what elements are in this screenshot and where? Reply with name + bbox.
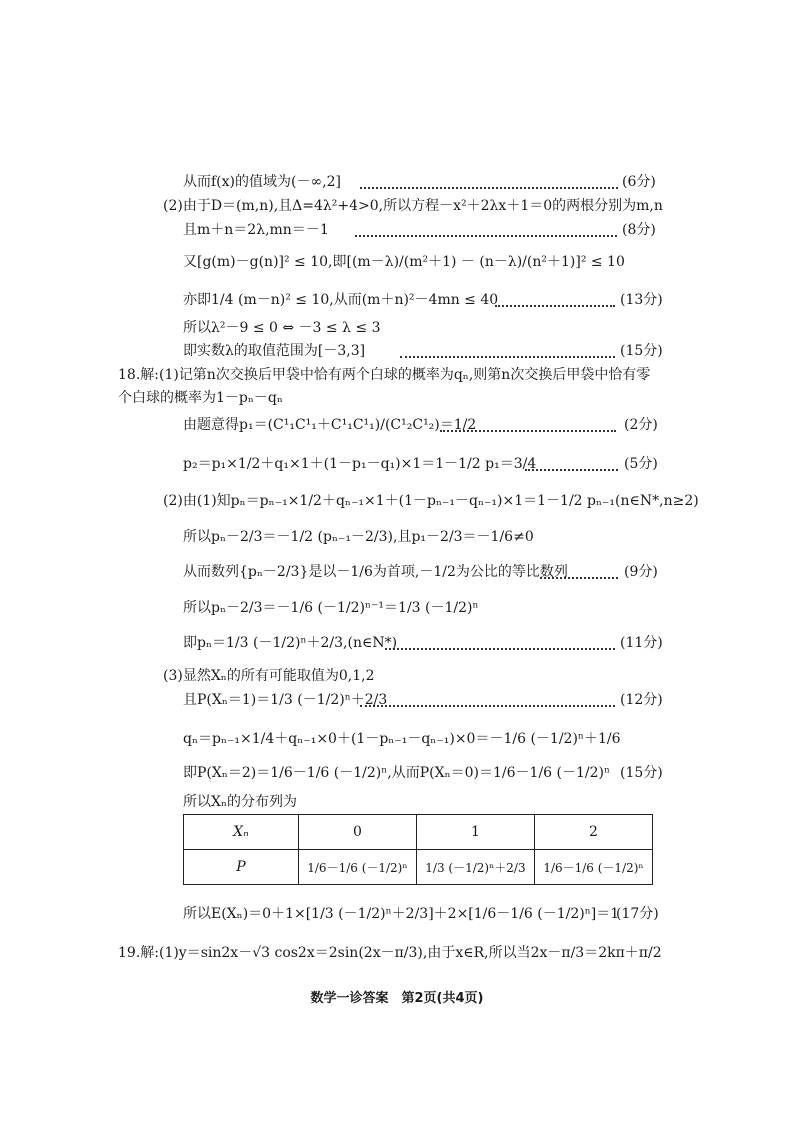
solution-line-qn: qₙ＝pₙ₋₁×1/4＋qₙ₋₁×0＋(1－pₙ₋₁－qₙ₋₁)×0＝－1/6 (－1/2)ⁿ＋1/6: [183, 731, 621, 747]
table-header-cell: 1: [416, 815, 534, 850]
score-mark: (9分): [624, 564, 658, 580]
solution-line-pn: 即pₙ＝1/3 (－1/2)ⁿ＋2/3,(n∈N*): [183, 635, 398, 651]
solution-line-5: 亦即1/4 (m－n)² ≤ 10,从而(m＋n)²－4mn ≤ 40: [183, 292, 499, 308]
solution-line-p2: p₂＝p₁×1/2＋q₁×1＋(1－p₁－q₁)×1＝1－1/2 p₁＝3/4: [183, 456, 537, 472]
score-mark: (5分): [624, 456, 658, 472]
problem-19-intro: 19.解:(1)y＝sin2x－√3 cos2x＝2sin(2x－π/3),由于x∈R,所以当2x－π/3＝2kπ＋π/2: [118, 945, 662, 961]
table-cell: 1/6－1/6 (－1/2)ⁿ: [534, 850, 652, 885]
table-cell: P: [184, 850, 299, 885]
leader-dots: [525, 469, 618, 471]
solution-line-7: 即实数λ的取值范围为[－3,3]: [183, 343, 366, 359]
score-mark: (11分): [620, 635, 663, 651]
table-cell: 1/6－1/6 (－1/2)ⁿ: [298, 850, 416, 885]
solution-line-table-intro: 所以Xₙ的分布列为: [183, 794, 298, 810]
solution-line-px2: 即P(Xₙ＝2)＝1/6－1/6 (－1/2)ⁿ,从而P(Xₙ＝0)＝1/6－1/6 (－1/2)ⁿ: [183, 765, 611, 781]
table-row: [184, 815, 653, 850]
solution-line-part3: (3)显然Xₙ的所有可能取值为0,1,2: [163, 668, 375, 684]
leader-dots: [400, 356, 615, 358]
score-mark: (2分): [624, 417, 658, 433]
score-mark: (6分): [622, 174, 656, 190]
solution-line-expectation: 所以E(Xₙ)＝0＋1×[1/3 (－1/2)ⁿ＋2/3]＋2×[1/6－1/6 (－1/2)ⁿ]＝1: [183, 906, 620, 922]
problem-18-intro: 18.解:(1)记第n次交换后甲袋中恰有两个白球的概率为qₙ,则第n次交换后甲袋中恰有零: [118, 367, 651, 383]
leader-dots: [540, 577, 618, 579]
table-header-cell: 2: [534, 815, 652, 850]
table-header-cell: 0: [298, 815, 416, 850]
score-mark: (15分): [620, 343, 663, 359]
page-footer: 数学一诊答案 第2页(共4页): [310, 991, 484, 1006]
table-header-cell: Xₙ: [184, 815, 299, 850]
solution-line-3: 且m＋n＝2λ,mn＝－1: [183, 222, 329, 238]
solution-line-6: 所以λ²－9 ≤ 0 ⇔ －3 ≤ λ ≤ 3: [183, 320, 381, 336]
solution-line-1: 从而f(x)的值域为(－∞,2]: [183, 174, 341, 190]
leader-dots: [355, 235, 617, 237]
problem-18-intro-cont: 个白球的概率为1－pₙ－qₙ: [118, 390, 283, 406]
table-cell: 1/3 (－1/2)ⁿ＋2/3: [416, 850, 534, 885]
solution-line-geometric: 从而数列{pₙ－2/3}是以－1/6为首项,－1/2为公比的等比数列: [183, 564, 568, 580]
solution-line-px1: 且P(Xₙ＝1)＝1/3 (－1/2)ⁿ＋2/3: [183, 692, 388, 708]
score-mark: (8分): [622, 222, 656, 238]
solution-line-2: (2)由于D＝(m,n),且Δ=4λ²+4>0,所以方程－x²＋2λx＋1＝0的两根分别为m,n: [163, 198, 663, 214]
score-mark: (17分): [616, 906, 659, 922]
leader-dots: [360, 705, 615, 707]
solution-line-4: 又[g(m)－g(n)]² ≤ 10,即[(m－λ)/(m²＋1) － (n－λ)/(n²＋1)]² ≤ 10: [183, 254, 625, 270]
score-mark: (15分): [620, 765, 663, 781]
table-row: [184, 850, 653, 885]
distribution-table: [183, 814, 653, 885]
score-mark: (12分): [620, 692, 663, 708]
solution-line-part2: (2)由(1)知pₙ＝pₙ₋₁×1/2＋qₙ₋₁×1＋(1－pₙ₋₁－qₙ₋₁)×1＝1－1/2 pₙ₋₁(n∈N*,n≥2): [163, 493, 699, 509]
leader-dots: [360, 187, 618, 189]
solution-line-recurrence: 所以pₙ－2/3＝－1/2 (pₙ₋₁－2/3),且p₁－2/3＝－1/6≠0: [183, 529, 534, 545]
leader-dots: [495, 305, 615, 307]
solution-line-general-term: 所以pₙ－2/3＝－1/6 (－1/2)ⁿ⁻¹＝1/3 (－1/2)ⁿ: [183, 600, 479, 616]
solution-line-p1: 由题意得p₁＝(C¹₁C¹₁＋C¹₁C¹₁)/(C¹₂C¹₂)＝1/2: [183, 417, 477, 433]
score-mark: (13分): [620, 292, 663, 308]
leader-dots: [440, 430, 616, 432]
leader-dots: [385, 648, 615, 650]
